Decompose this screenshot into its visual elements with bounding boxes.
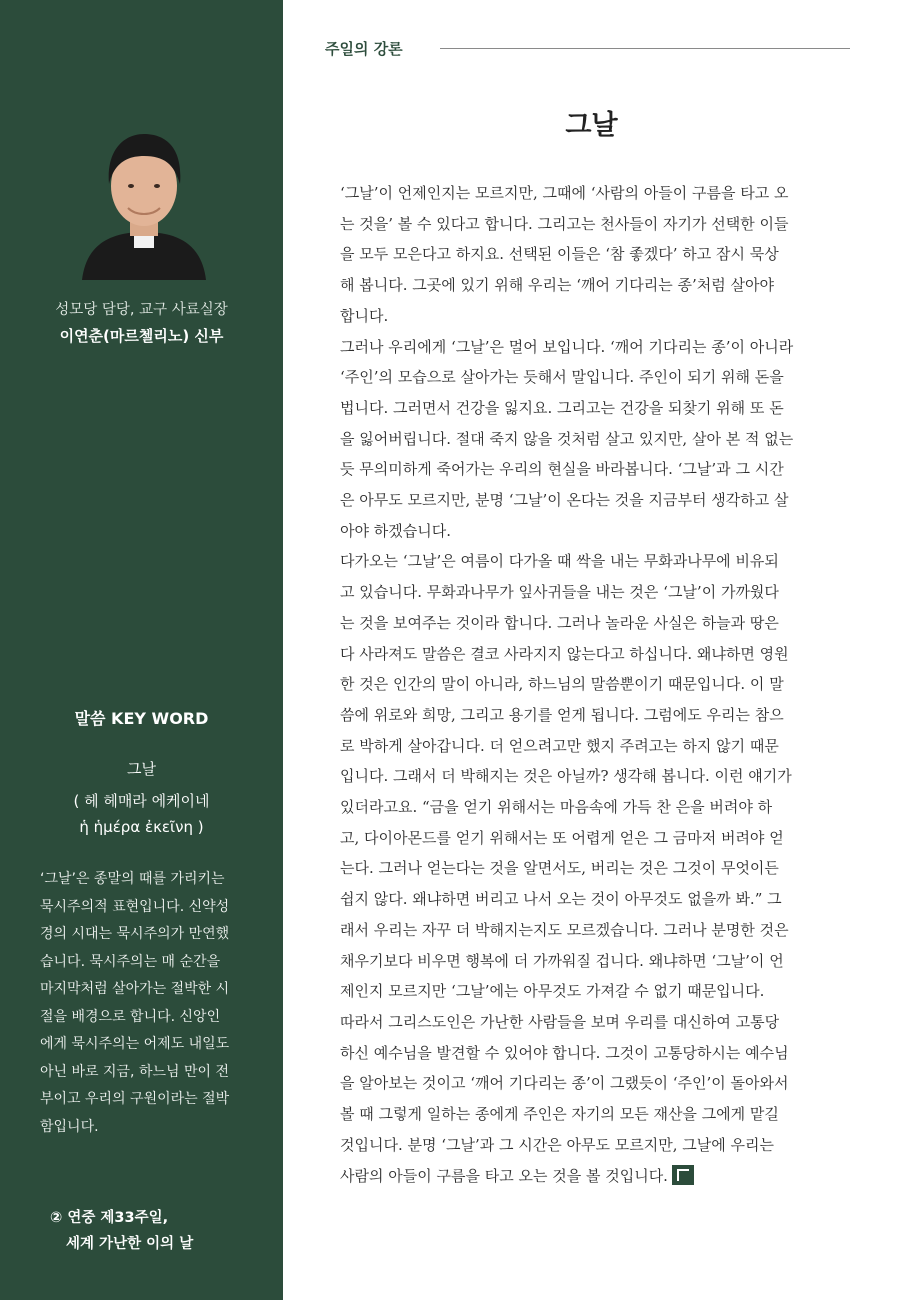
keyword-description-line: ‘그날’은 종말의 때를 가리키는 <box>40 871 225 887</box>
end-mark-icon <box>672 1165 694 1185</box>
body-line: 채우기보다 비우면 행복에 더 가까워질 겁니다. 왜냐하면 ‘그날’이 언 <box>340 951 784 970</box>
keyword-description-line: 마지막처럼 살아가는 절박한 시 <box>40 981 230 997</box>
body-line: 그러나 우리에게 ‘그날’은 멀어 보입니다. ‘깨어 기다리는 종’이 아니라 <box>340 337 794 356</box>
occasion-line: ② 연중 제33주일, <box>50 1210 169 1226</box>
body-line: 것입니다. 분명 ‘그날’과 그 시간은 아무도 모르지만, 그날에 우리는 <box>340 1135 774 1154</box>
body-line: 을 잃어버립니다. 절대 죽지 않을 것처럼 살고 있지만, 살아 본 적 없는 <box>340 429 794 448</box>
sidebar <box>0 0 283 1300</box>
body-line: 있더라고요. “금을 얻기 위해서는 마음속에 가득 찬 은을 버려야 하 <box>340 798 773 817</box>
body-line: 고 있습니다. 무화과나무가 잎사귀들을 내는 것은 ‘그날’이 가까웠다 <box>340 583 779 602</box>
body-line: 합니다. <box>340 306 389 325</box>
keyword-description-line: 부이고 우리의 구원이라는 절박 <box>40 1091 230 1107</box>
keyword-term: 그날 <box>127 760 156 778</box>
keyword-description-line: 에게 묵시주의는 어제도 내일도 <box>40 1036 230 1052</box>
body-line: 씀에 위로와 희망, 그리고 용기를 얻게 됩니다. 그럼에도 우리는 참으 <box>340 705 784 724</box>
body-line: 한 것은 인간의 말이 아니라, 하느님의 말씀뿐이기 때문입니다. 이 말 <box>340 675 784 694</box>
body-line: 다가오는 ‘그날’은 여름이 다가올 때 싹을 내는 무화과나무에 비유되 <box>340 552 779 571</box>
keyword-description-line: 아닌 바로 지금, 하느님 만이 전 <box>40 1063 229 1080</box>
liturgical-occasion <box>50 1205 270 1257</box>
body-line: 해 봅니다. 그곳에 있기 위해 우리는 ‘깨어 기다리는 종’처럼 살아야 <box>340 276 774 295</box>
priest-portrait-icon <box>82 128 206 280</box>
body-line: 따라서 그리스도인은 가난한 사람들을 보며 우리를 대신하여 고통당 <box>340 1012 780 1031</box>
keyword-description-line: 함입니다. <box>40 1118 99 1135</box>
body-line: 래서 우리는 자꾸 더 박해지는지도 모르겠습니다. 그러나 분명한 것은 <box>340 920 789 939</box>
body-line: 는다. 그러나 얻는다는 것을 알면서도, 버리는 것은 그것이 무엇이든 <box>340 859 779 878</box>
keyword-description-line: 습니다. 묵시주의는 매 순간을 <box>40 953 221 970</box>
homily-body <box>340 178 845 1191</box>
body-line: 아야 하겠습니다. <box>340 521 451 540</box>
keyword-heading: 말씀 KEY WORD <box>74 709 209 728</box>
keyword-description <box>40 866 254 1141</box>
keyword-reading-line: ἡ ἡμέρα ἐκεῖνη ) <box>79 818 204 836</box>
body-line: 사람의 아들이 구름을 타고 오는 것을 볼 것입니다. <box>340 1166 668 1185</box>
body-line: 볼 때 그렇게 일하는 종에게 주인은 자기의 모든 재산을 그에게 맡길 <box>340 1105 779 1124</box>
body-line: 을 알아보는 것이고 ‘깨어 기다리는 종’이 그랬듯이 ‘주인’이 돌아와서 <box>340 1074 789 1093</box>
body-line: 는 것을’ 볼 수 있다고 합니다. 그리고는 천사들이 자기가 선택한 이들 <box>340 214 789 233</box>
keyword-description-line: 경의 시대는 묵시주의가 만연했 <box>40 926 230 942</box>
body-line: 법니다. 그러면서 건강을 잃지요. 그리고는 건강을 되찾기 위해 또 돈 <box>340 398 784 417</box>
body-line: 다 사라져도 말씀은 결코 사라지지 않는다고 하십니다. 왜냐하면 영원 <box>340 644 789 663</box>
keyword-description-line: 묵시주의적 표현입니다. 신약성 <box>40 898 230 915</box>
keyword-description-line: 절을 배경으로 합니다. 신앙인 <box>40 1008 221 1025</box>
body-line: 을 모두 모은다고 하지요. 선택된 이들은 ‘참 좋겠다’ 하고 잠시 묵상 <box>340 245 779 264</box>
body-line: 는 것을 보여주는 것이라 합니다. 그러나 놀라운 사실은 하늘과 땅은 <box>340 613 779 632</box>
body-line: ‘주인’의 모습으로 살아가는 듯해서 말입니다. 주인이 되기 위해 돈을 <box>340 368 784 387</box>
body-line: 쉽지 않다. 왜냐하면 버리고 나서 오는 것이 아무것도 없을까 봐.” 그 <box>340 890 782 909</box>
body-line: 듯 무의미하게 죽어가는 우리의 현실을 바라봅니다. ‘그날’과 그 시간 <box>340 460 784 479</box>
body-line: 은 아무도 모르지만, 분명 ‘그날’이 온다는 것을 지금부터 생각하고 살 <box>340 491 789 510</box>
keyword-reading-line: ( 헤 헤매라 에케이네 <box>73 792 210 810</box>
body-line: 제인지 모르지만 ‘그날’에는 아무것도 가져갈 수 없기 때문입니다. <box>340 982 765 1001</box>
page-title: 그날 <box>565 110 618 141</box>
body-line: 하신 예수님을 발견할 수 있어야 합니다. 그것이 고통당하시는 예수님 <box>340 1043 789 1062</box>
section-label: 주일의 강론 <box>325 40 403 58</box>
keyword-reading <box>0 788 283 840</box>
author-role: 성모당 담당, 교구 사료실장 <box>55 302 228 318</box>
body-last-line <box>340 1161 845 1192</box>
body-line: 로 박하게 살아갑니다. 더 얻으려고만 했지 주려고는 하지 않기 때문 <box>340 736 779 755</box>
author-name: 이연춘(마르첼리노) 신부 <box>59 327 224 345</box>
occasion-line: 세계 가난한 이의 날 <box>66 1236 194 1252</box>
body-line: ‘그날’이 언제인지는 모르지만, 그때에 ‘사람의 아들이 구름을 타고 오 <box>340 184 789 202</box>
body-line: 고, 다이아몬드를 얻기 위해서는 또 어렵게 얻은 그 금마저 버려야 얻 <box>340 828 784 847</box>
body-line: 입니다. 그래서 더 박해지는 것은 아닐까? 생각해 봅니다. 이런 얘기가 <box>340 767 792 786</box>
header-divider <box>440 48 850 49</box>
